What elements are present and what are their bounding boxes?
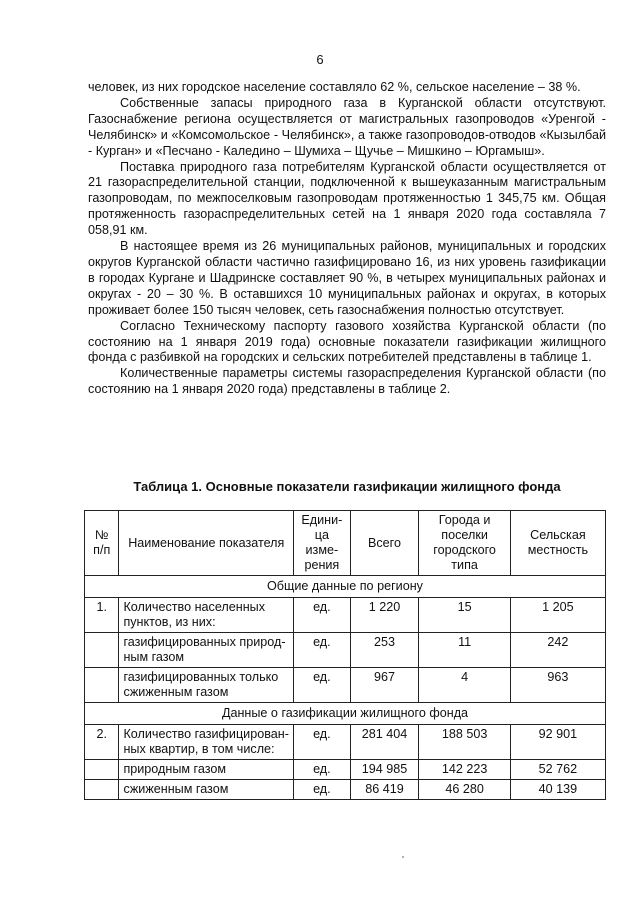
paragraph: Поставка природного газа потребителям Курганской области осуществляется от 21 газораспределительной станции, подключенной к вышеуказанным магистральным газопроводам, по межпоселковым газопроводам протяженностью 1 345,75 км. Общая протяженность газораспределительных сетей на 1 января 2020 года составляла 7 058,91 км. <box>88 159 606 238</box>
cell-total: 194 985 <box>350 760 419 780</box>
table-header-row <box>85 511 606 576</box>
cell-unit: ед. <box>294 668 351 703</box>
cell-total: 967 <box>350 668 419 703</box>
header-total: Всего <box>350 511 419 576</box>
cell-name: Количество газифицирован-ных квартир, в том числе: <box>119 725 294 760</box>
cell-rural: 1 205 <box>510 598 605 633</box>
table-row <box>85 633 606 668</box>
cell-total: 86 419 <box>350 780 419 800</box>
cell-num <box>85 780 119 800</box>
table-row <box>85 598 606 633</box>
table-row <box>85 668 606 703</box>
body-text <box>88 80 606 398</box>
header-num: № п/п <box>85 511 119 576</box>
paragraph: Собственные запасы природного газа в Курганской области отсутствуют. Газоснабжение региона осуществляется от магистральных газопроводов «Уренгой - Челябинск» и «Комсомольское - Челябинск», а также газопроводов-отводов «Кызылбай - Курган» и «Песчано - Каледино – Шумиха – Щучье – Мишкино – Юргамыш». <box>88 95 606 158</box>
cell-city: 4 <box>419 668 510 703</box>
cell-rural: 40 139 <box>510 780 605 800</box>
cell-unit: ед. <box>294 780 351 800</box>
cell-total: 281 404 <box>350 725 419 760</box>
cell-name: газифицированных только сжиженным газом <box>119 668 294 703</box>
cell-num <box>85 633 119 668</box>
cell-unit: ед. <box>294 598 351 633</box>
section-general: Общие данные по региону <box>85 576 606 598</box>
header-rural: Сельская местность <box>510 511 605 576</box>
section-row <box>85 576 606 598</box>
paragraph: человек, из них городское население составляло 62 %, сельское население – 38 %. <box>88 80 581 94</box>
cell-city: 188 503 <box>419 725 510 760</box>
cell-num: 2. <box>85 725 119 760</box>
cell-total: 1 220 <box>350 598 419 633</box>
cell-name: природным газом <box>119 760 294 780</box>
cell-rural: 963 <box>510 668 605 703</box>
paragraph: Количественные параметры системы газораспределения Курганской области (по состоянию на 1 января 2020 года) представлены в таблице 2. <box>88 366 606 397</box>
table-row <box>85 760 606 780</box>
header-unit: Едини-ца изме-рения <box>294 511 351 576</box>
cell-rural: 242 <box>510 633 605 668</box>
section-row <box>85 703 606 725</box>
cell-city: 15 <box>419 598 510 633</box>
cell-city: 142 223 <box>419 760 510 780</box>
cell-total: 253 <box>350 633 419 668</box>
cell-city: 11 <box>419 633 510 668</box>
cell-city: 46 280 <box>419 780 510 800</box>
gasification-table <box>84 510 606 800</box>
scan-speck <box>402 856 404 858</box>
section-housing: Данные о газификации жилищного фонда <box>85 703 606 725</box>
header-city: Города и поселки городского типа <box>419 511 510 576</box>
header-name: Наименование показателя <box>119 511 294 576</box>
cell-unit: ед. <box>294 725 351 760</box>
cell-rural: 52 762 <box>510 760 605 780</box>
cell-name: газифицированных природ-ным газом <box>119 633 294 668</box>
cell-num <box>85 668 119 703</box>
cell-rural: 92 901 <box>510 725 605 760</box>
paragraph: Согласно Техническому паспорту газового хозяйства Курганской области (по состоянию на 1 января 2019 года) основные показатели газификации жилищного фонда с разбивкой на городских и сельских потребителей представлены в таблице 1. <box>88 318 606 365</box>
table-row <box>85 780 606 800</box>
cell-name: Количество населенных пунктов, из них: <box>119 598 294 633</box>
page-number: 6 <box>316 52 324 67</box>
table-caption: Таблица 1. Основные показатели газификации жилищного фонда <box>133 479 561 494</box>
cell-num: 1. <box>85 598 119 633</box>
cell-unit: ед. <box>294 633 351 668</box>
cell-unit: ед. <box>294 760 351 780</box>
table-row <box>85 725 606 760</box>
paragraph: В настоящее время из 26 муниципальных районов, муниципальных и городских округов Курганской области частично газифицировано 16, из них уровень газификации в городах Кургане и Шадринске составляет 90 %, в четырех муниципальных районах и округах - 20 – 30 %. В оставшихся 10 муниципальных районах и округах, в которых проживает более 150 тысяч человек, сеть газоснабжения полностью отсутствует. <box>88 239 606 317</box>
cell-name: сжиженным газом <box>119 780 294 800</box>
cell-num <box>85 760 119 780</box>
